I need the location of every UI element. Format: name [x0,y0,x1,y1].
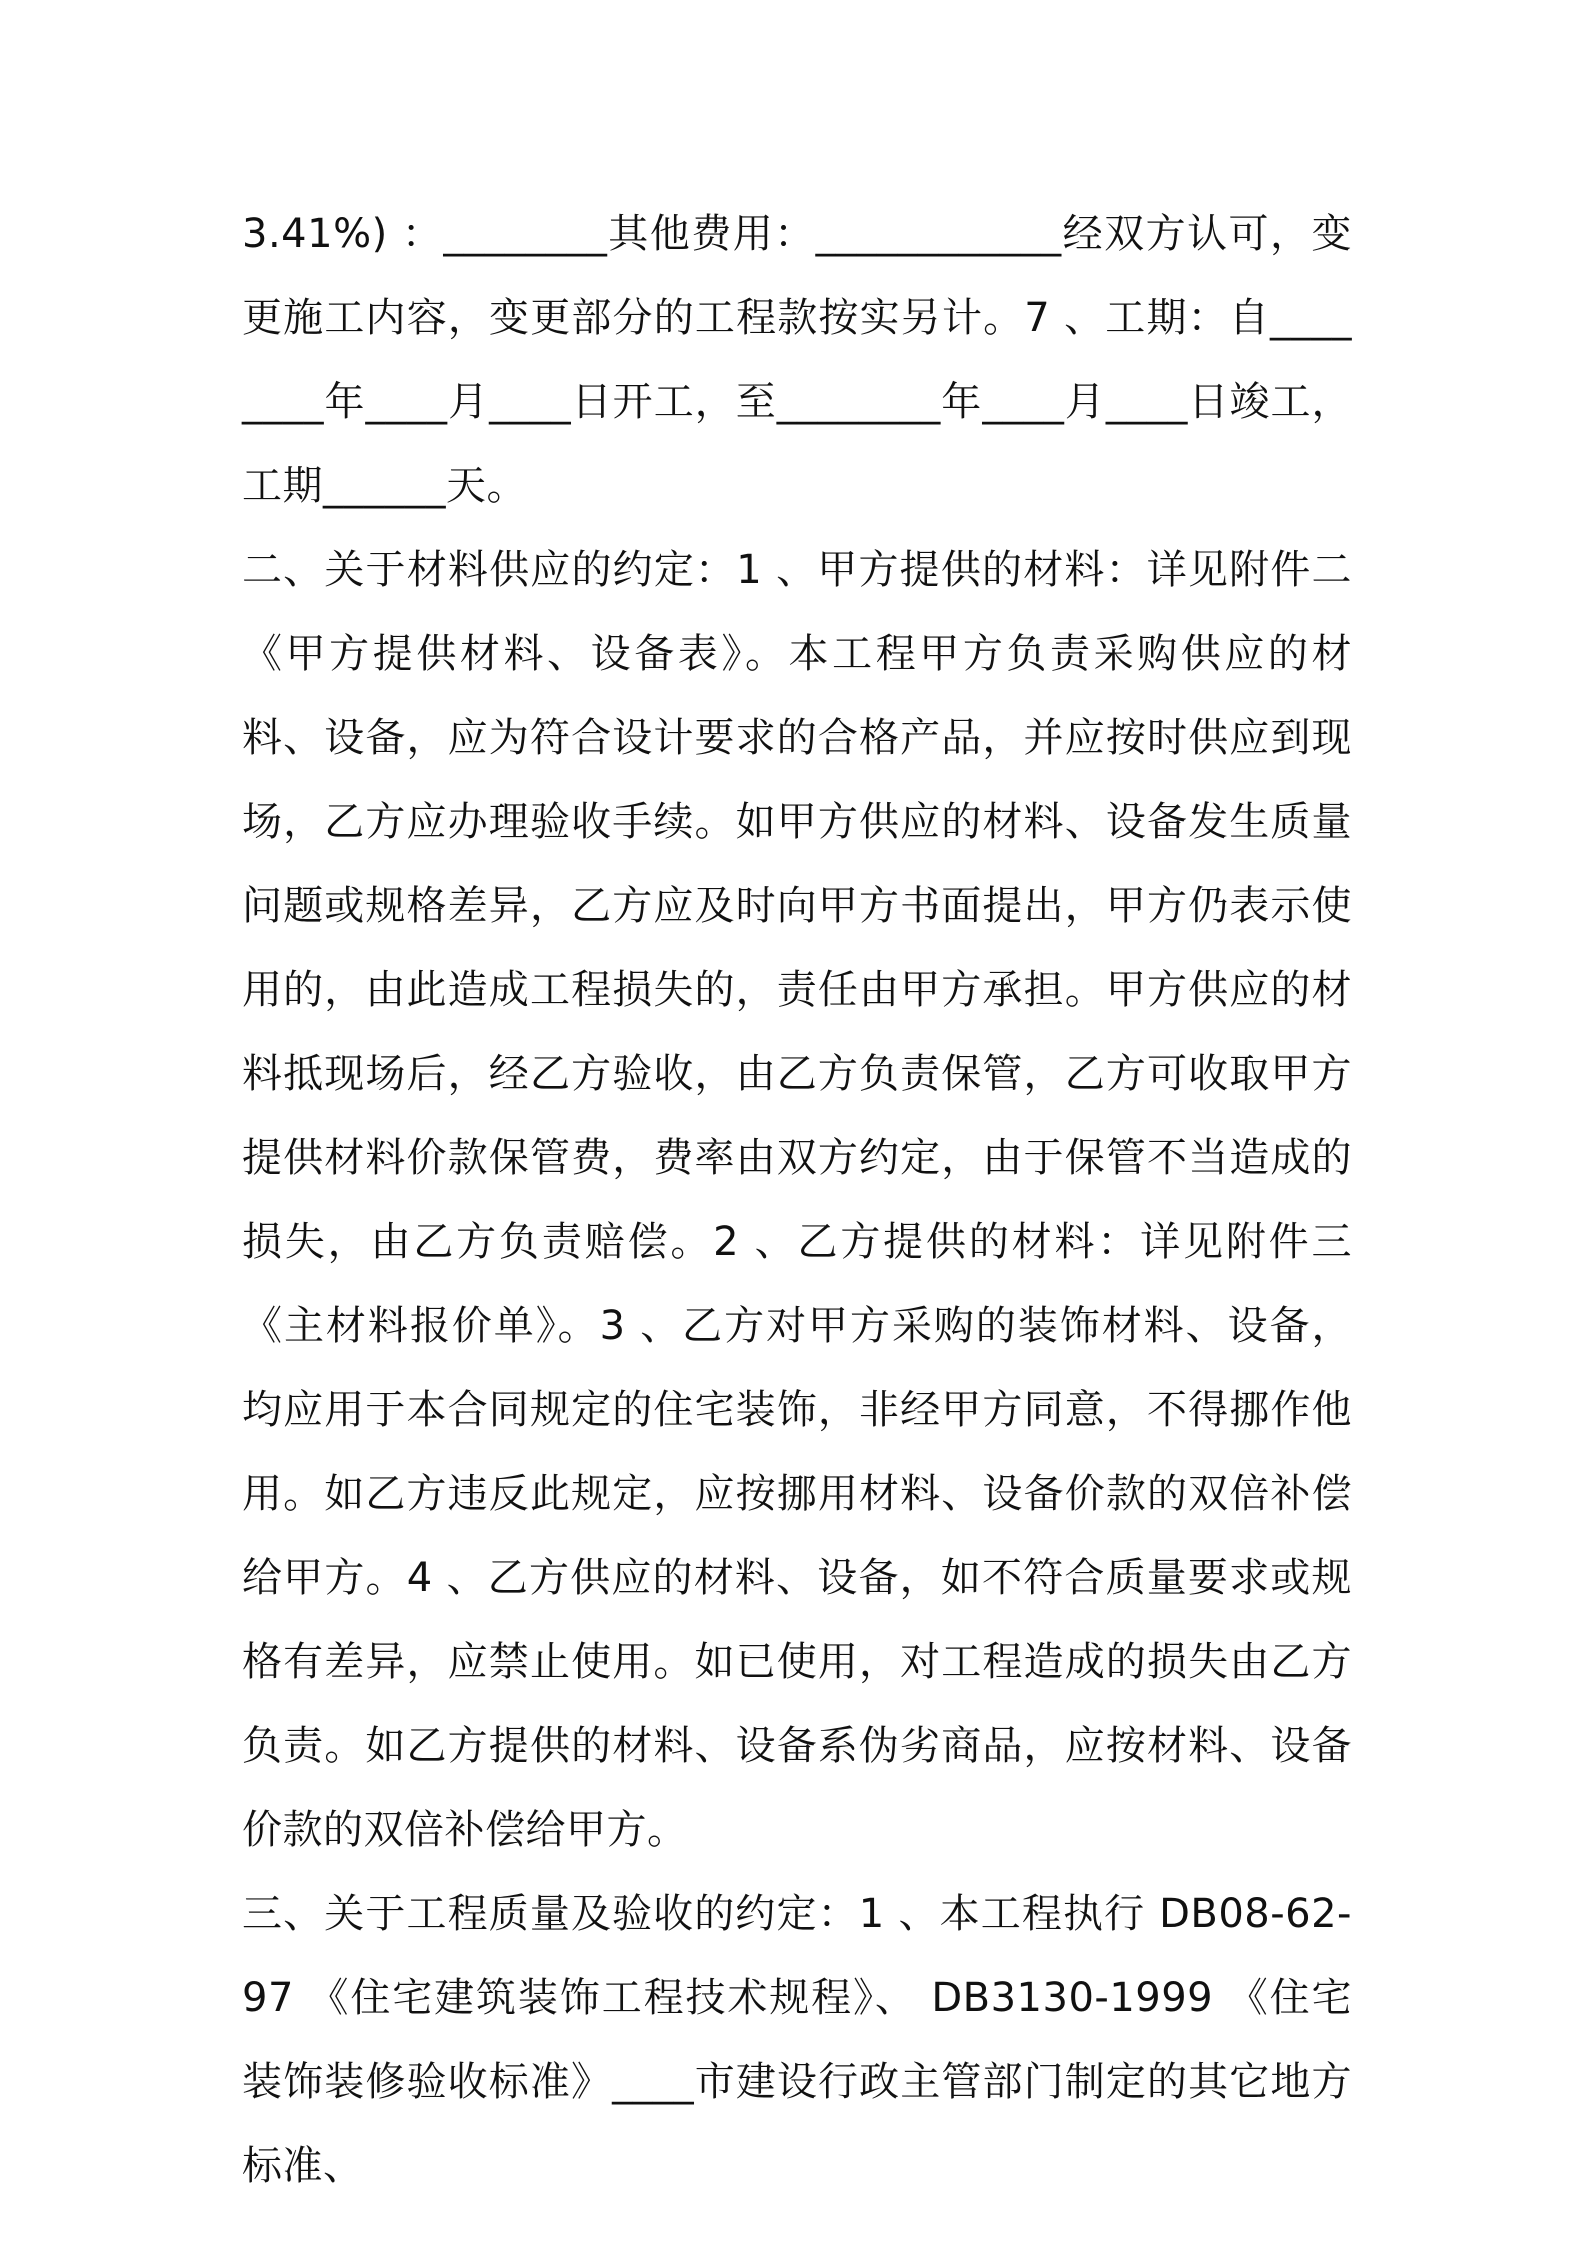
paragraph-materials: 二、关于材料供应的约定：1 、甲方提供的材料：详见附件二《甲方提供材料、设备表》。本工程甲方负责采购供应的材料、设备，应为符合设计要求的合格产品，并应按时供应到现场，乙方应办理验收手续。如甲方供应的材料、设备发生质量问题或规格差异，乙方应及时向甲方书面提出，甲方仍表示使用的，由此造成工程损失的，责任由甲方承担。甲方供应的材料抵现场后，经乙方验收，由乙方负责保管，乙方可收取甲方提供材料价款保管费，费率由双方约定，由于保管不当造成的损失，由乙方负责赔偿。2 、乙方提供的材料：详见附件三《主材料报价单》。3 、乙方对甲方采购的装饰材料、设备，均应用于本合同规定的住宅装饰，非经甲方同意，不得挪作他用。如乙方违反此规定，应按挪用材料、设备价款的双倍补偿给甲方。4 、乙方供应的材料、设备，如不符合质量要求或规格有差异，应禁止使用。如已使用，对工程造成的损失由乙方负责。如乙方提供的材料、设备系伪劣商品，应按材料、设备价款的双倍补偿给甲方。 [242,547,1352,1853]
contract-text [242,192,1352,2208]
paragraph-quality: 三、关于工程质量及验收的约定：1 、本工程执行 DB08-62-97 《住宅建筑装饰工程技术规程》、 DB3130-1999 《住宅装饰装修验收标准》____市建设行政主管部门制定的其它地方标准、 [242,1891,1352,2189]
paragraph-schedule: 3.41%) ：________其他费用：____________经双方认可，变更施工内容，变更部分的工程款按实另计。7 、工期：自________年____月____日开工，至________年____月____日竣工，工期______天。 [242,211,1352,509]
